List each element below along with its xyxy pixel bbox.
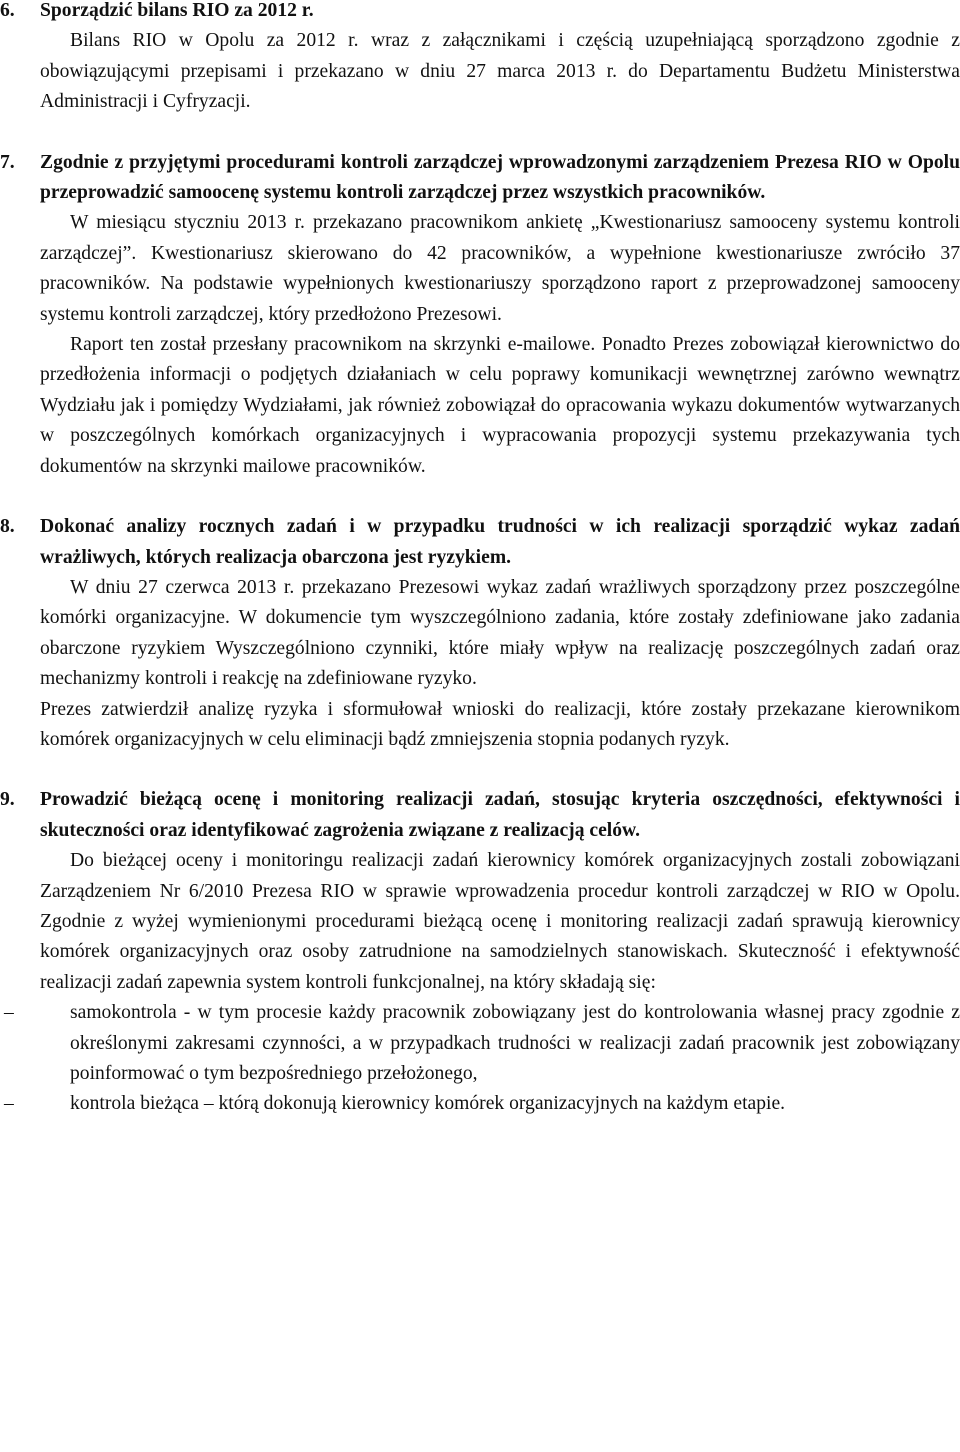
control-list <box>0 998 960 1120</box>
spacer <box>0 755 960 785</box>
section-9-title: Prowadzić bieżącą ocenę i monitoring realizacji zadań, stosując kryteria oszczędności, efektywności i skuteczności oraz identyfikować zagrożenia związane z realizacją celów. <box>40 789 960 841</box>
section-6-title: Sporządzić bilans RIO za 2012 r. <box>40 0 314 21</box>
section-8-heading <box>0 512 960 573</box>
section-7-paragraph-1: W miesiącu styczniu 2013 r. przekazano pracownikom ankietę „Kwestionariusz samooceny systemu kontroli zarządczej”. Kwestionariusz skierowano do 42 pracowników, a wypełnione kwestionariusze zwróciło 37 pracowników. Na podstawie wypełnionych kwestionariuszy sporządzono raport z przeprowadzonej samooceny systemu kontroli zarządczej, który przedłożono Prezesowi. <box>40 212 960 325</box>
dash-marker: – <box>4 1002 14 1024</box>
section-6-number: 6. <box>0 0 15 21</box>
section-7-number: 7. <box>0 151 15 173</box>
list-item-text: samokontrola - w tym procesie każdy pracownik zobowiązany jest do kontrolowania własnej pracy zgodnie z określonymi zakresami czynności, a w przypadkach trudności w realizacji zadań pracownik jest zobowiązany poinformować o tym bezpośredniego przełożonego, <box>70 1002 960 1084</box>
section-7-title: Zgodnie z przyjętymi procedurami kontroli zarządczej wprowadzonymi zarządzeniem Prezesa RIO w Opolu przeprowadzić samoocenę systemu kontroli zarządczej przez wszystkich pracowników. <box>40 151 960 204</box>
section-6-paragraph: Bilans RIO w Opolu za 2012 r. wraz z załącznikami i częścią uzupełniającą sporządzono zgodnie z obowiązującymi przepisami i przekazano w dniu 27 marca 2013 r. do Departamentu Budżetu Ministerstwa Administracji i Cyfryzacji. <box>40 30 960 113</box>
section-9 <box>0 785 960 1119</box>
section-8-number: 8. <box>0 516 15 538</box>
section-8 <box>0 512 960 755</box>
dash-marker: – <box>4 1093 14 1115</box>
section-7-paragraph-2: Raport ten został przesłany pracownikom na skrzynki e-mailowe. Ponadto Prezes zobowiązał kierownictwo do przedłożenia informacji o podjętych działaniach w celu poprawy komunikacji wewnętrznej zarówno wewnątrz Wydziału jak i pomiędzy Wydziałami, jak również zobowiązał do opracowania wykazu dokumentów wytwarzanych w poszczególnych komórkach organizacyjnych i wypracowania propozycji systemu przekazywania tych dokumentów na skrzynki mailowe pracowników. <box>40 334 960 477</box>
section-6 <box>0 0 960 118</box>
section-7 <box>0 148 960 482</box>
list-item <box>0 1089 960 1119</box>
spacer <box>0 482 960 512</box>
section-9-paragraph-1: Do bieżącej oceny i monitoringu realizacji zadań kierownicy komórek organizacyjnych zostali zobowiązani Zarządzeniem Nr 6/2010 Prezesa RIO w sprawie wprowadzenia procedur kontroli zarządczej w RIO w Opolu. Zgodnie z wyżej wymienionymi procedurami bieżącą ocenę i monitoring realizacji zadań sprawują kierownicy komórek organizacyjnych oraz osoby zatrudnione na samodzielnych stanowiskach. Skuteczność i efektywność realizacji zadań zapewnia system kontroli funkcjonalnej, na który składają się: <box>40 850 960 993</box>
section-6-heading <box>0 0 960 26</box>
list-item-text: kontrola bieżąca – którą dokonują kierownicy komórek organizacyjnych na każdym etapie. <box>70 1093 786 1115</box>
section-9-heading <box>0 785 960 846</box>
section-8-paragraph-1: W dniu 27 czerwca 2013 r. przekazano Prezesowi wykaz zadań wrażliwych sporządzony przez poszczególne komórki organizacyjne. W dokumencie tym wyszczególniono zadania, które zostały zdefiniowane jako zadania obarczone ryzykiem Wyszczególniono czynniki, które miały wpływ na realizację poszczególnych zadań oraz mechanizmy kontroli i reakcję na zdefiniowane ryzyko. <box>40 576 960 690</box>
section-8-paragraph-2: Prezes zatwierdził analizę ryzyka i sformułował wnioski do realizacji, które zostały przekazane kierownikom komórek organizacyjnych w celu eliminacji bądź zmniejszenia stopnia podanych ryzyk. <box>40 698 960 750</box>
section-9-number: 9. <box>0 789 15 811</box>
list-item <box>0 998 960 1089</box>
section-8-title: Dokonać analizy rocznych zadań i w przypadku trudności w ich realizacji sporządzić wykaz zadań wrażliwych, których realizacja obarczona jest ryzykiem. <box>40 516 960 568</box>
section-7-heading <box>0 148 960 209</box>
spacer <box>0 118 960 148</box>
